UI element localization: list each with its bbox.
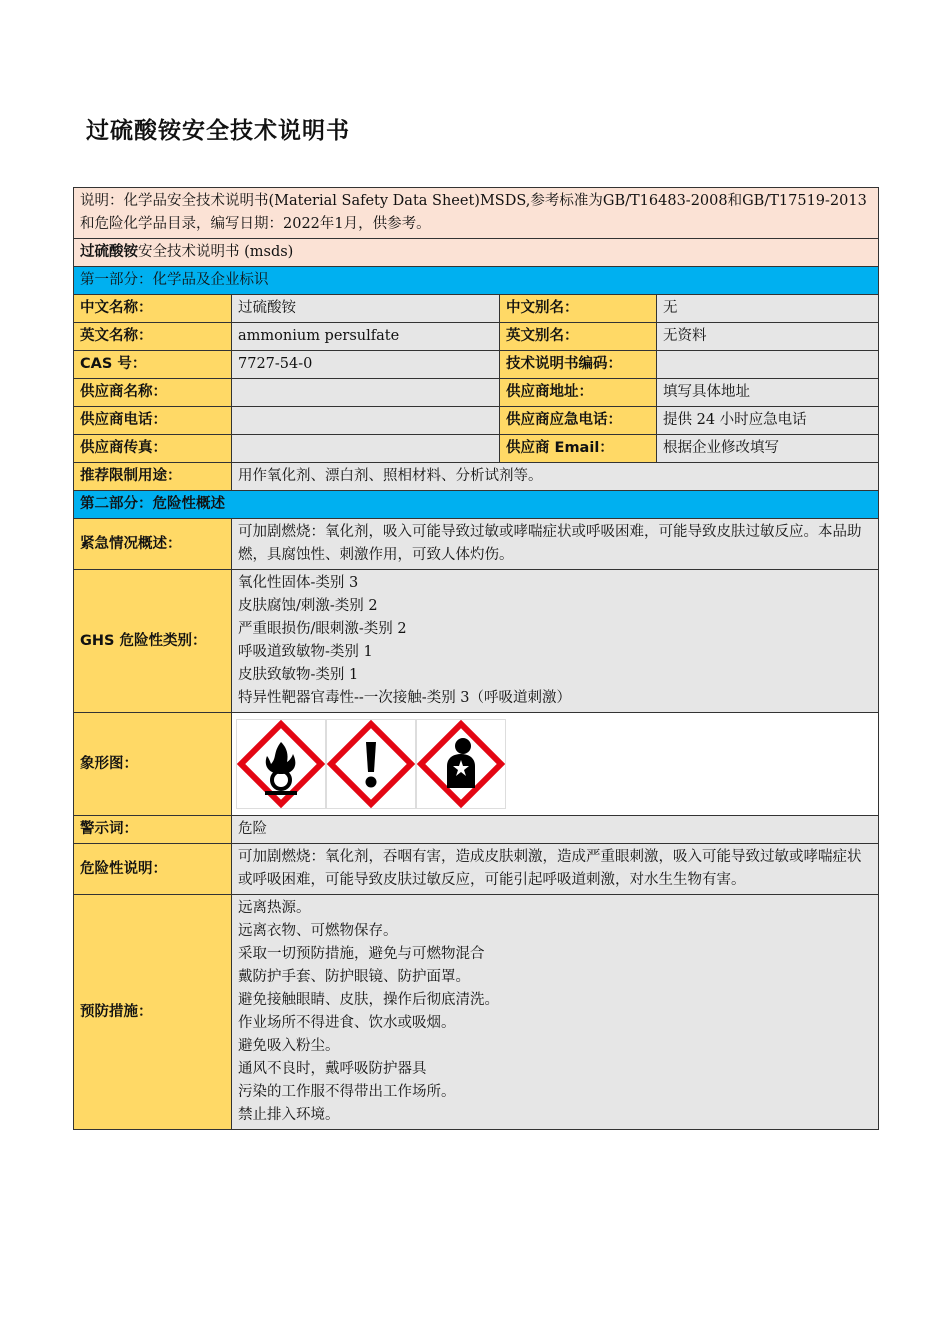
subtitle	[74, 239, 879, 267]
field-value	[232, 379, 500, 407]
list-line: 远离热源。	[238, 900, 311, 916]
section1-header: 第一部分：化学品及企业标识	[74, 267, 879, 295]
field-value: 填写具体地址	[657, 379, 879, 407]
ghs-lines	[232, 570, 879, 713]
msds-table	[73, 187, 879, 1130]
list-line: 呼吸道致敏物-类别 1	[238, 644, 373, 660]
signal-label: 警示词：	[74, 816, 232, 844]
ghs-label: GHS 危险性类别：	[74, 570, 232, 713]
field-label: 英文别名：	[500, 323, 657, 351]
list-line: 作业场所不得进食、饮水或吸烟。	[238, 1015, 456, 1031]
signal-row	[74, 816, 879, 844]
field-label: 技术说明书编码：	[500, 351, 657, 379]
list-line: 避免吸入粉尘。	[238, 1038, 340, 1054]
list-line: 皮肤致敏物-类别 1	[238, 667, 359, 683]
list-line: 通风不良时，戴呼吸防护器具	[238, 1061, 427, 1077]
list-line: 氧化性固体-类别 3	[238, 575, 359, 591]
field-value: ammonium persulfate	[232, 323, 500, 351]
field-value: 提供 24 小时应急电话	[657, 407, 879, 435]
flame-over-circle-icon	[236, 719, 326, 809]
field-label: 供应商电话：	[74, 407, 232, 435]
list-line: 避免接触眼睛、皮肤，操作后彻底清洗。	[238, 992, 499, 1008]
emergency-value: 可加剧燃烧：氧化剂，吸入可能导致过敏或哮喘症状或呼吸困难，可能导致皮肤过敏反应。本品助燃，具腐蚀性、刺激作用，可致人体灼伤。	[232, 519, 879, 570]
hazard-value: 可加剧燃烧：氧化剂，吞咽有害，造成皮肤刺激，造成严重眼刺激，吸入可能导致过敏或哮喘症状或呼吸困难，可能导致皮肤过敏反应，可能引起呼吸道刺激，对水生生物有害。	[232, 844, 879, 895]
emergency-label: 紧急情况概述：	[74, 519, 232, 570]
subtitle-bold: 过硫酸铵	[80, 244, 138, 260]
field-label: 英文名称：	[74, 323, 232, 351]
section2-row	[74, 491, 879, 519]
usage-row	[74, 463, 879, 491]
section1-row	[74, 267, 879, 295]
identification-row	[74, 379, 879, 407]
hazard-row	[74, 844, 879, 895]
list-line: 严重眼损伤/眼刺激-类别 2	[238, 621, 407, 637]
prevention-label: 预防措施：	[74, 895, 232, 1130]
identification-row	[74, 407, 879, 435]
field-value: 过硫酸铵	[232, 295, 500, 323]
field-value: 无资料	[657, 323, 879, 351]
field-label: 供应商地址：	[500, 379, 657, 407]
usage-value: 用作氧化剂、漂白剂、照相材料、分析试剂等。	[232, 463, 879, 491]
list-line: 污染的工作服不得带出工作场所。	[238, 1084, 456, 1100]
identification-row	[74, 323, 879, 351]
list-line: 特异性靶器官毒性--一次接触-类别 3（呼吸道刺激）	[238, 690, 572, 706]
field-label: 供应商传真：	[74, 435, 232, 463]
field-value	[657, 351, 879, 379]
identification-rows	[74, 295, 879, 463]
emergency-row	[74, 519, 879, 570]
section2-header: 第二部分：危险性概述	[74, 491, 879, 519]
field-label: 供应商 Email：	[500, 435, 657, 463]
identification-row	[74, 295, 879, 323]
subtitle-rest: 安全技术说明书 (msds)	[138, 244, 294, 260]
prevention-lines	[232, 895, 879, 1130]
pictogram-row	[74, 713, 879, 816]
field-value: 7727-54-0	[232, 351, 500, 379]
hazard-label: 危险性说明：	[74, 844, 232, 895]
field-label: 供应商应急电话：	[500, 407, 657, 435]
subtitle-row	[74, 239, 879, 267]
document-title: 过硫酸铵安全技术说明书	[86, 118, 350, 144]
list-line: 禁止排入环境。	[238, 1107, 340, 1123]
field-label: 中文别名：	[500, 295, 657, 323]
list-line: 采取一切预防措施，避免与可燃物混合	[238, 946, 485, 962]
identification-row	[74, 435, 879, 463]
pictogram-cell	[232, 713, 879, 816]
identification-row	[74, 351, 879, 379]
prevention-row	[74, 895, 879, 1130]
field-value	[232, 407, 500, 435]
pictogram-label: 象形图：	[74, 713, 232, 816]
note-row	[74, 188, 879, 239]
field-label: 中文名称：	[74, 295, 232, 323]
field-value	[232, 435, 500, 463]
list-line: 戴防护手套、防护眼镜、防护面罩。	[238, 969, 470, 985]
field-value: 无	[657, 295, 879, 323]
ghs-row	[74, 570, 879, 713]
field-value: 根据企业修改填写	[657, 435, 879, 463]
list-line: 远离衣物、可燃物保存。	[238, 923, 398, 939]
note-text: 说明：化学品安全技术说明书(Material Safety Data Sheet)MSDS,参考标准为GB/T16483-2008和GB/T17519-2013和危险化学品目录，编写日期：2022年1月，供参考。	[74, 188, 879, 239]
field-label: 供应商名称：	[74, 379, 232, 407]
exclamation-mark-icon	[326, 719, 416, 809]
signal-value: 危险	[232, 816, 879, 844]
health-hazard-icon	[416, 719, 506, 809]
usage-label: 推荐限制用途：	[74, 463, 232, 491]
field-label: CAS 号：	[74, 351, 232, 379]
list-line: 皮肤腐蚀/刺激-类别 2	[238, 598, 378, 614]
